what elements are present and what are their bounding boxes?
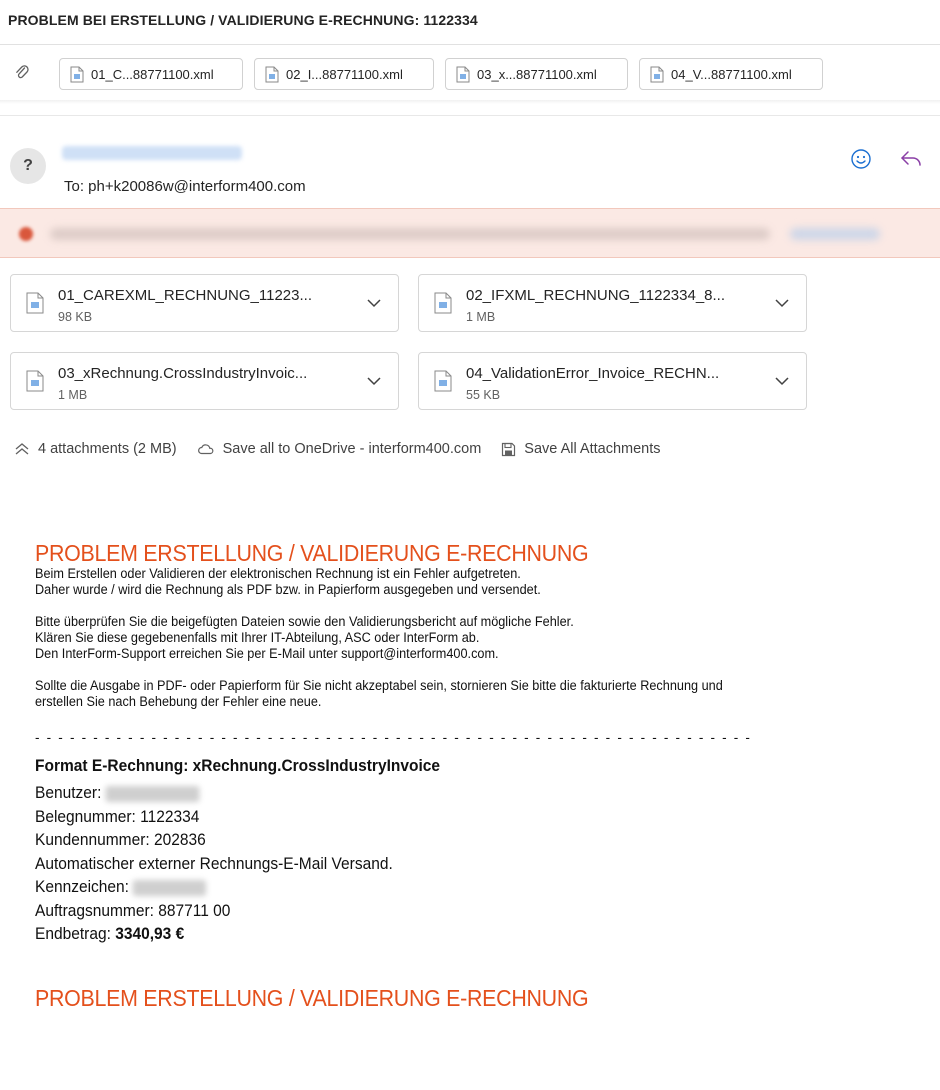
email-subject: PROBLEM BEI ERSTELLUNG / VALIDIERUNG E-RECHNUNG: 1122334 [8, 12, 478, 28]
top-attachment-chip-3[interactable] [445, 58, 628, 90]
chevron-up-double-icon [14, 442, 30, 456]
security-warning-bar [0, 208, 940, 258]
benutzer-redacted [105, 786, 199, 802]
file-icon [26, 370, 44, 392]
attachment-card-4[interactable] [418, 352, 807, 410]
attachment-size: 55 KB [466, 388, 501, 402]
endbetrag-value: 3340,93 € [115, 925, 185, 943]
attachment-size: 1 MB [58, 388, 88, 402]
divider [0, 44, 940, 45]
body-text: Den InterForm-Support erreichen Sie per E-Mail unter support@interform400.com. [35, 646, 499, 661]
attachment-strip [0, 55, 940, 95]
save-icon [501, 442, 516, 457]
body-heading-2: PROBLEM ERSTELLUNG / VALIDIERUNG E-RECHNUNG [35, 984, 589, 1011]
cloud-icon [197, 443, 215, 455]
to-recipients: To: ph+k20086w@interform400.com [64, 178, 306, 195]
benutzer-row [35, 782, 862, 806]
file-icon [434, 292, 452, 314]
format-line: Format E-Rechnung: xRechnung.CrossIndustryInvoice [35, 757, 441, 775]
collapse-attachments-button[interactable] [14, 441, 177, 457]
emoji-icon[interactable] [850, 148, 872, 170]
chevron-down-icon[interactable] [366, 297, 382, 309]
body-text: Sollte die Ausgabe in PDF- oder Papierform für Sie nicht akzeptabel sein, stornieren Sie bitte die fakturierte Rechnung und [35, 678, 723, 693]
warning-action-redacted[interactable] [790, 228, 880, 240]
sender-redacted[interactable] [62, 146, 242, 160]
belegnummer-row: Belegnummer: 1122334 [35, 807, 200, 826]
attachment-card-3[interactable] [10, 352, 399, 410]
versand-row: Automatischer externer Rechnungs-E-Mail Versand. [35, 854, 393, 873]
endbetrag-label: Endbetrag: [35, 925, 116, 943]
file-icon [434, 370, 452, 392]
attachment-card-1[interactable] [10, 274, 399, 332]
kennzeichen-label: Kennzeichen: [35, 878, 129, 896]
attachment-name: 02_IFXML_RECHNUNG_1122334_8... [466, 287, 726, 304]
attachment-size: 1 MB [466, 310, 496, 324]
save-all-label: Save All Attachments [524, 441, 661, 457]
auftragsnummer-row: Auftragsnummer: 887711 00 [35, 901, 231, 920]
save-all-attachments-button[interactable] [501, 441, 660, 457]
divider [0, 115, 940, 116]
attachment-name: 01_CAREXML_RECHNUNG_11223... [58, 287, 312, 304]
file-icon [650, 66, 664, 83]
file-icon [26, 292, 44, 314]
chevron-down-icon[interactable] [774, 297, 790, 309]
chevron-down-icon[interactable] [366, 375, 382, 387]
attachment-name: 03_xRechnung.CrossIndustryInvoic... [58, 365, 308, 382]
separator-line: - - - - - - - - - - - - - - - - - - - - - - - - - - - - - - - - - - - - - - - - - - - - - - - - - - - - - - - - - - - - - - [35, 730, 752, 745]
kundennummer-row: Kundennummer: 202836 [35, 831, 206, 849]
attachment-name: 04_ValidationError_Invoice_RECHN... [466, 365, 720, 382]
top-attachment-label: 03_x...88771100.xml [477, 66, 597, 82]
benutzer-label: Benutzer: [35, 784, 102, 802]
file-icon [265, 66, 279, 83]
top-attachment-chip-4[interactable] [639, 58, 823, 90]
kennzeichen-redacted [133, 880, 206, 896]
top-attachment-label: 04_V...88771100.xml [671, 66, 792, 82]
attachment-size: 98 KB [58, 310, 93, 324]
body-heading: PROBLEM ERSTELLUNG / VALIDIERUNG E-RECHNUNG [35, 540, 589, 566]
divider [0, 100, 940, 104]
top-attachment-chip-1[interactable] [59, 58, 243, 90]
kennzeichen-row [35, 876, 862, 900]
paperclip-icon[interactable] [14, 64, 30, 82]
endbetrag-row [35, 923, 862, 947]
file-icon [70, 66, 84, 83]
top-attachment-label: 02_I...88771100.xml [286, 66, 403, 82]
email-body [35, 540, 915, 1011]
body-text: erstellen Sie nach Behebung der Fehler eine neue. [35, 694, 322, 709]
body-text: Daher wurde / wird die Rechnung als PDF bzw. in Papierform ausgegeben und versendet. [35, 582, 541, 597]
top-attachment-chip-2[interactable] [254, 58, 434, 90]
top-attachment-label: 01_C...88771100.xml [91, 66, 214, 82]
reply-icon[interactable] [899, 148, 923, 170]
warning-text-redacted [50, 228, 770, 240]
attachment-count: 4 attachments (2 MB) [38, 441, 177, 457]
file-icon [456, 66, 470, 83]
body-text: Beim Erstellen oder Validieren der elektronischen Rechnung ist ein Fehler aufgetreten. [35, 566, 521, 581]
body-text: Klären Sie diese gegebenenfalls mit Ihrer IT-Abteilung, ASC oder InterForm ab. [35, 630, 480, 645]
attachment-summary-row [14, 441, 661, 457]
save-onedrive-label: Save all to OneDrive - interform400.com [222, 441, 482, 457]
chevron-down-icon[interactable] [774, 375, 790, 387]
avatar[interactable]: ? [10, 148, 46, 184]
body-text: Bitte überprüfen Sie die beigefügten Dateien sowie den Validierungsbericht auf mögliche Fehler. [35, 614, 574, 629]
warning-icon [19, 227, 33, 241]
save-onedrive-button[interactable] [197, 441, 482, 457]
attachment-card-2[interactable] [418, 274, 807, 332]
